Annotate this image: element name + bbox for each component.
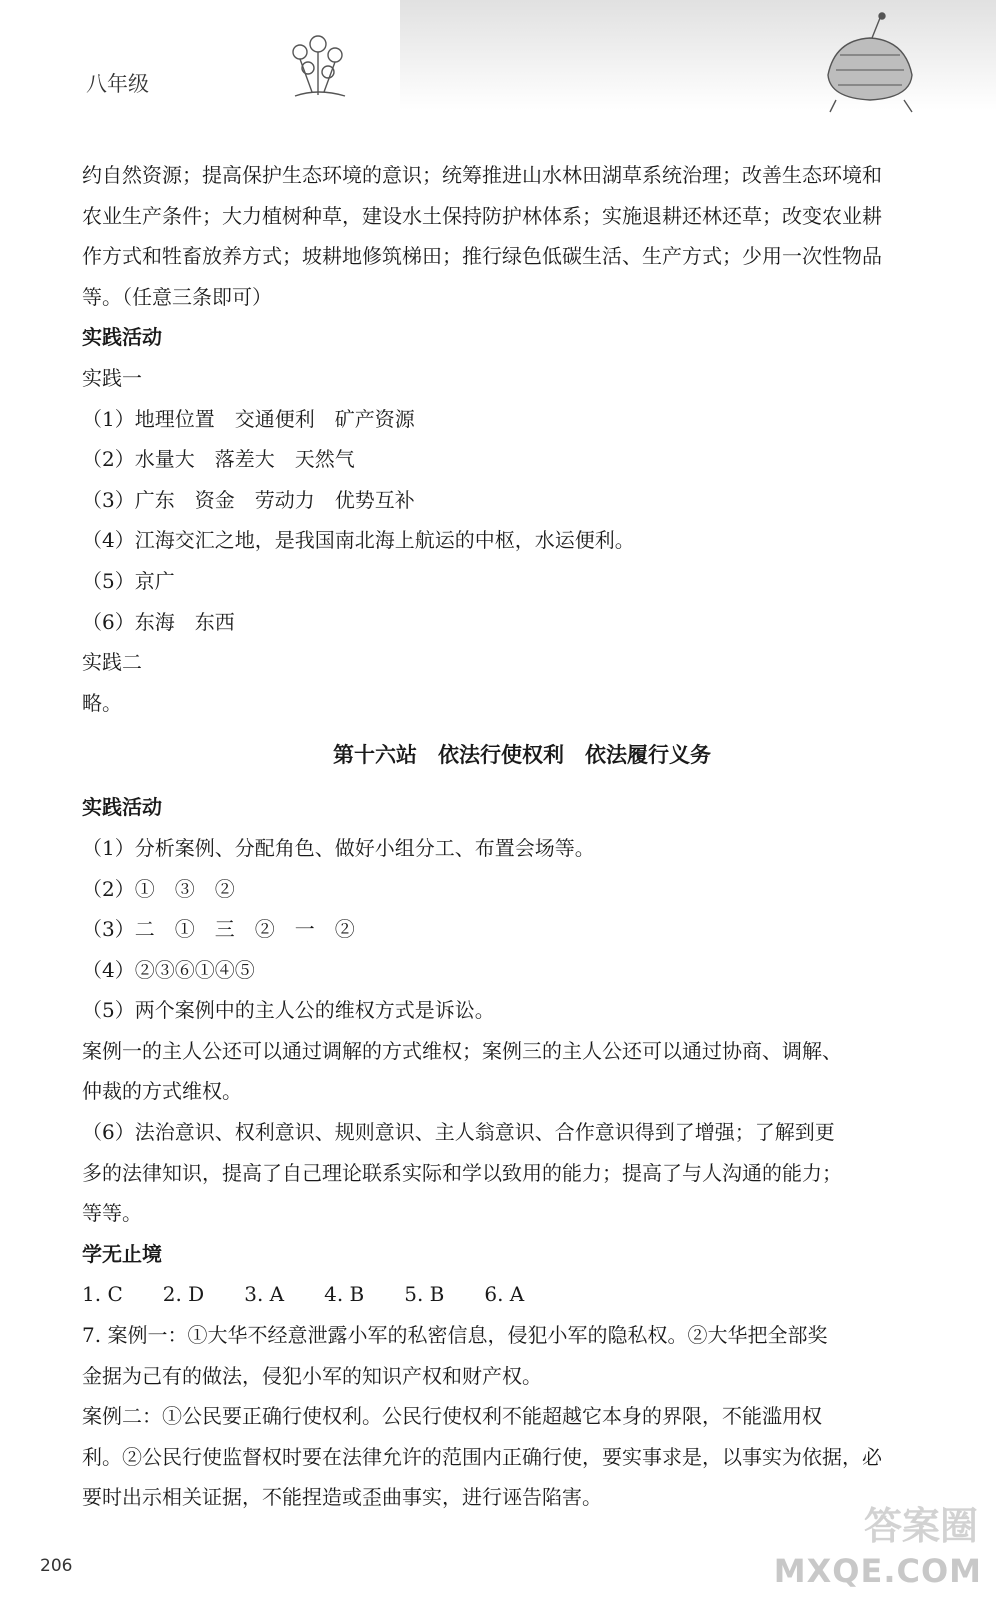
text-line: （3）二 ① 三 ② 一 ② [82,917,355,942]
text-line: （2）水量大 落差大 天然气 [82,447,355,472]
header-decoration [0,0,996,120]
text-line: 实践二 [82,650,142,675]
subsection-heading: 实践活动 [82,325,162,350]
text-line: 等等。 [82,1201,142,1226]
text-line: 要时出示相关证据，不能捏造或歪曲事实，进行诬告陷害。 [82,1485,602,1510]
text-line: 农业生产条件；大力植树种草，建设水土保持防护林体系；实施退耕还林还草；改变农业耕 [82,203,882,228]
text-line: 7. 案例一：①大华不经意泄露小军的私密信息，侵犯小军的隐私权。②大华把全部奖 [82,1323,828,1348]
text-line: 利。②公民行使监督权时要在法律允许的范围内正确行使，要实事求是，以事实为依据，必 [82,1444,882,1469]
subsection-heading: 实践活动 [82,795,162,820]
page-number: 206 [40,1556,73,1576]
text-line: （1）分析案例、分配角色、做好小组分工、布置会场等。 [82,835,595,860]
text-line: 案例一的主人公还可以通过调解的方式维权；案例三的主人公还可以通过协商、调解、 [82,1038,842,1063]
text-line: （3）广东 资金 劳动力 优势互补 [82,487,415,512]
subsection-heading: 学无止境 [82,1241,162,1266]
text-line: 作方式和牲畜放养方式；坡耕地修筑梯田；推行绿色低碳生活、生产方式；少用一次性物品 [82,244,882,269]
section-title: 第十六站 依法行使权利 依法履行义务 [333,742,711,768]
text-line: （6）法治意识、权利意识、规则意识、主人翁意识、合作意识得到了增强；了解到更 [82,1120,835,1145]
text-line: （1）地理位置 交通便利 矿产资源 [82,406,415,431]
watermark-url: MXQE.COM [773,1552,982,1590]
text-line: （6）东海 东西 [82,609,235,634]
text-line: 略。 [82,690,122,715]
text-line: （2）① ③ ② [82,876,235,901]
text-line: 等。（任意三条即可） [82,284,272,309]
text-line: 多的法律知识，提高了自己理论联系实际和学以致用的能力；提高了与人沟通的能力； [82,1160,842,1185]
text-line: 约自然资源；提高保护生态环境的意识；统筹推进山水林田湖草系统治理；改善生态环境和 [82,163,882,187]
answer-content [82,155,962,1518]
text-line: （5）两个案例中的主人公的维权方式是诉讼。 [82,998,495,1023]
text-line: （5）京广 [82,568,175,593]
text-line: （4）江海交汇之地，是我国南北海上航运的中枢，水运便利。 [82,528,635,553]
text-line: 实践一 [82,365,142,390]
flower-icon [293,36,345,96]
text-line: 1. C 2. D 3. A 4. B 5. B 6. A [82,1282,525,1307]
text-line: （4）②③⑥①④⑤ [82,957,255,982]
text-line: 仲裁的方式维权。 [82,1079,242,1104]
watermark-logo: 答案圈 [863,1504,978,1548]
text-line: 案例二：①公民要正确行使权利。公民行使权利不能超越它本身的界限，不能滥用权 [82,1404,822,1429]
grade-label: 八年级 [86,72,149,96]
text-line: 金据为己有的做法，侵犯小军的知识产权和财产权。 [82,1363,542,1388]
